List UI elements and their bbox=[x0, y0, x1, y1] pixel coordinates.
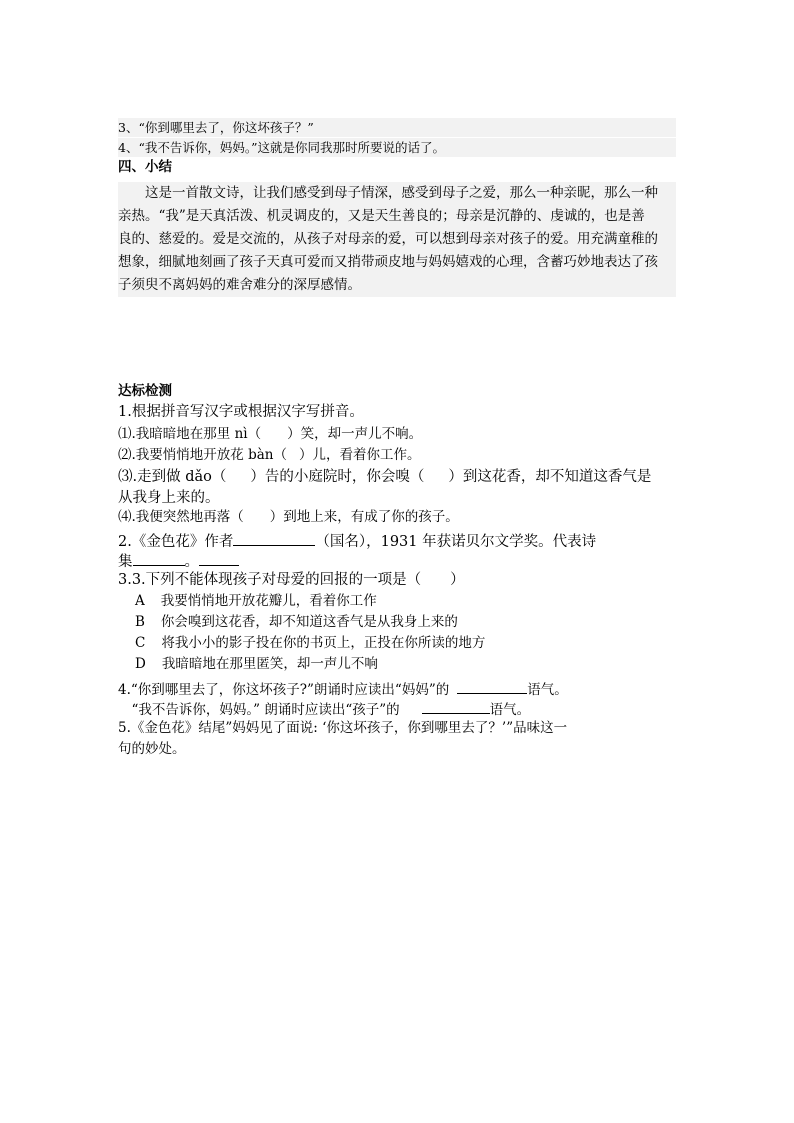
q2-work-blank[interactable] bbox=[133, 553, 185, 566]
q4-child-tone-blank[interactable] bbox=[422, 701, 490, 714]
summary-line: 这是一首散文诗，让我们感受到母子情深，感受到母子之爱，那么一种亲昵，那么一种 bbox=[118, 185, 658, 201]
q3-option-a[interactable]: A 我要悄悄地开放花瓣儿，看着你工作 bbox=[135, 593, 377, 609]
review-line-3: 3、“你到哪里去了，你这坏孩子？” bbox=[118, 118, 676, 137]
q2-line-1: 2.《金色花》作者 （国名），1931 年获诺贝尔文学奖。代表诗 bbox=[118, 534, 597, 550]
q2-line-2: 集 。 bbox=[118, 553, 239, 570]
summary-paragraph bbox=[118, 182, 676, 297]
q4-mother-tone-blank[interactable] bbox=[457, 681, 527, 694]
q1-stem: 1.根据拼音写汉字或根据汉字写拼音。 bbox=[118, 404, 364, 420]
q1-item-1: ⑴.我暗暗地在那里 nì（ ）笑，却一声儿不响。 bbox=[118, 426, 423, 442]
summary-line: 良的、慈爱的。爱是交流的，从孩子对母亲的爱，可以想到母亲对孩子的爱。用充满童稚的 bbox=[118, 231, 658, 247]
q5-line-1: 5.《金色花》结尾”妈妈见了面说: ‘你这坏孩子，你到哪里去了？’”品味这一 bbox=[118, 720, 568, 736]
q1-item-2: ⑵.我要悄悄地开放花 bàn（ ）儿，看着你工作。 bbox=[118, 447, 421, 463]
summary-line: 亲热。“我”是天真活泼、机灵调皮的，又是天生善良的；母亲是沉静的、虔诚的，也是善 bbox=[118, 208, 645, 224]
q2-author-blank[interactable] bbox=[233, 533, 315, 546]
q3-stem: 3.3.下列不能体现孩子对母爱的回报的一项是（ ） bbox=[118, 572, 465, 588]
q3-option-c[interactable]: C 将我小小的影子投在你的书页上，正投在你所读的地方 bbox=[135, 635, 486, 651]
q3-option-b[interactable]: B 你会嗅到这花香，却不知道这香气是从我身上来的 bbox=[135, 614, 458, 630]
q3-option-d[interactable]: D 我暗暗地在那里匿笑，却一声儿不响 bbox=[135, 656, 378, 672]
summary-line: 想象，细腻地刻画了孩子天真可爱而又捎带顽皮地与妈妈嬉戏的心理，含蓄巧妙地表达了孩 bbox=[118, 254, 658, 270]
q1-item-3-cont: 从我身上来的。 bbox=[118, 490, 220, 506]
q4-line-2: “我不告诉你，妈妈。” 朗诵时应读出“孩子”的 语气。 bbox=[118, 702, 531, 718]
summary-line: 子须臾不离妈妈的难舍难分的深厚感情。 bbox=[118, 277, 361, 293]
q1-item-3: ⑶.走到做 dǎo（ ）告的小庭院时，你会嗅（ ）到这花香，却不知道这香气是 bbox=[118, 469, 652, 485]
summary-heading: 四、小结 bbox=[118, 159, 172, 175]
q5-line-2: 句的妙处。 bbox=[118, 741, 186, 757]
q4-line-1: 4.“你到哪里去了，你这坏孩子?”朗诵时应读出“妈妈”的 语气。 bbox=[118, 682, 568, 698]
q1-item-4: ⑷.我便突然地再落（ ）到地上来，有成了你的孩子。 bbox=[118, 509, 459, 525]
review-line-4: 4、“我不告诉你，妈妈。”这就是你同我那时所要说的话了。 bbox=[118, 138, 676, 157]
test-heading: 达标检测 bbox=[118, 383, 172, 399]
